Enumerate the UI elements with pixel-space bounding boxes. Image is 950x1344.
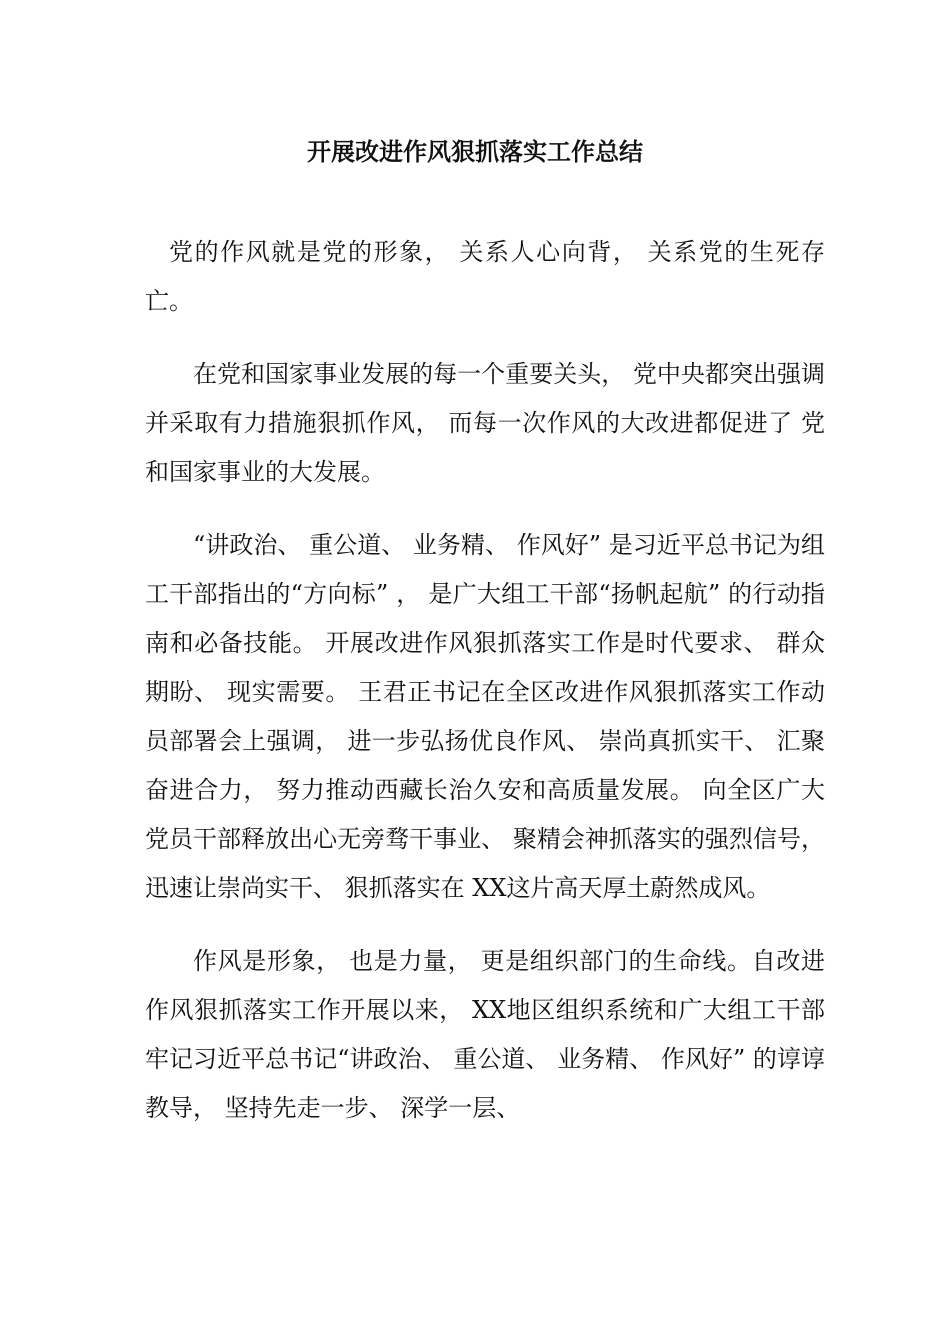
paragraph-4: 作风是形象， 也是力量， 更是组织部门的生命线。自改进作风狠抓落实工作开展以来， XX地区组织系统和广大组工干部牢记习近平总书记“讲政治、 重公道、 业务精、 作风好” 的谆谆教导， 坚持先走一步、 深学一层、 <box>145 947 825 1122</box>
document-body <box>145 228 825 1157</box>
paragraph-2: 在党和国家事业发展的每一个重要关头， 党中央都突出强调并采取有力措施狠抓作风， 而每一次作风的大改进都促进了 党和国家事业的大发展。 <box>145 360 825 486</box>
document-title: 开展改进作风狠抓落实工作总结 <box>307 138 643 166</box>
paragraph-3: “讲政治、 重公道、 业务精、 作风好” 是习近平总书记为组工干部指出的“方向标” ， 是广大组工干部“扬帆起航” 的行动指南和必备技能。 开展改进作风狠抓落实工作是时代要求、 群众期盼、 现实需要。 王君正书记在全区改进作风狠抓落实工作动员部署会上强调， 进一步弘扬优良作风、 崇尚真抓实干、 汇聚奋进合力， 努力推动西藏长治久安和高质量发展。 向全区广大党员干部释放出心无旁骛干事业、 聚精会神抓落实的强烈信号， 迅速让崇尚实干、 狠抓落实在 XX这片高天厚土蔚然成风。 <box>145 531 825 902</box>
paragraph-1: 党的作风就是党的形象， 关系人心向背， 关系党的生死存亡。 <box>145 238 825 315</box>
